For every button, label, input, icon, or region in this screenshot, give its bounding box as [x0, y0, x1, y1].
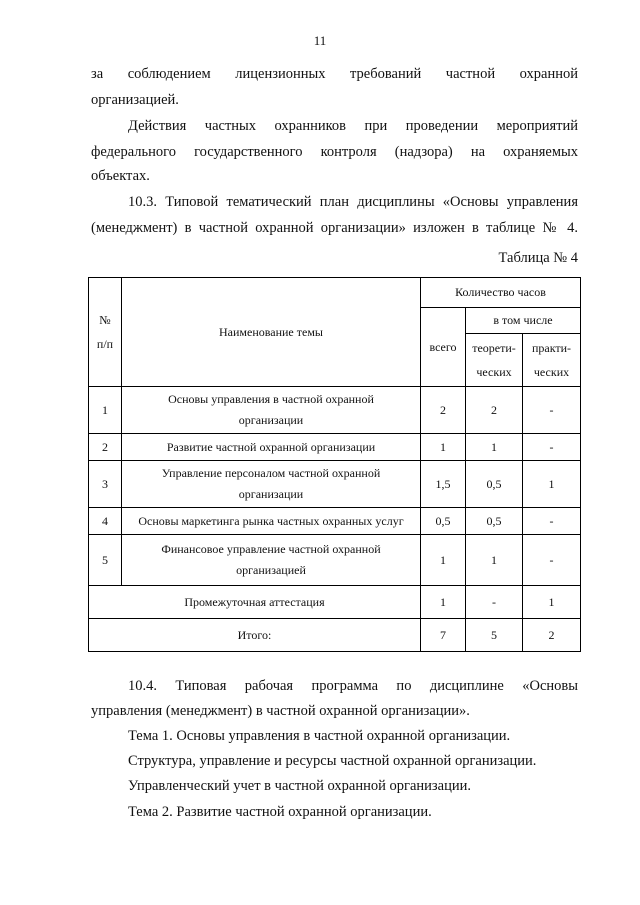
header-including: в том числе	[466, 308, 581, 334]
row-practice: 1	[523, 461, 581, 508]
topic-2-heading: Тема 2. Развитие частной охранной организации.	[128, 804, 432, 820]
row-total: 2	[421, 387, 466, 434]
row-theory: 0,5	[466, 508, 523, 535]
row-practice: -	[523, 508, 581, 535]
para3-line2: (менеджмент) в частной охранной организации» изложен в таблице № 4.	[91, 220, 578, 236]
para3-line1: 10.3. Типовой тематический план дисциплины «Основы управления	[128, 194, 578, 210]
para1-line1: за соблюдением лицензионных требований частной охранной	[91, 66, 578, 82]
total-practice: 2	[523, 619, 581, 652]
row-theory: 2	[466, 387, 523, 434]
para4-line2: управления (менеджмент) в частной охранной организации».	[91, 703, 470, 719]
para2-line3: объектах.	[91, 168, 150, 184]
row-topic: Развитие частной охранной организации	[122, 434, 421, 461]
attestation-label: Промежуточная аттестация	[89, 586, 421, 619]
row-number: 2	[89, 434, 122, 461]
row-total: 1	[421, 434, 466, 461]
row-theory: 0,5	[466, 461, 523, 508]
topic-1-item-structure: Структура, управление и ресурсы частной охранной организации.	[128, 753, 537, 769]
attestation-total: 1	[421, 586, 466, 619]
row-topic: Финансовое управление частной охранной организацией	[122, 535, 421, 586]
topic-1-item-accounting: Управленческий учет в частной охранной организации.	[128, 778, 471, 794]
header-theory: теорети- ческих	[466, 334, 523, 387]
para4-line1: 10.4. Типовая рабочая программа по дисциплине «Основы	[128, 678, 578, 694]
table-row	[89, 434, 581, 461]
total-hours: 7	[421, 619, 466, 652]
row-theory: 1	[466, 535, 523, 586]
attestation-theory: -	[466, 586, 523, 619]
attestation-row	[89, 586, 581, 619]
topic-1-heading: Тема 1. Основы управления в частной охранной организации.	[128, 728, 511, 744]
row-theory: 1	[466, 434, 523, 461]
row-topic: Основы маркетинга рынка частных охранных услуг	[122, 508, 421, 535]
row-number: 5	[89, 535, 122, 586]
para1-line2: организацией.	[91, 92, 179, 108]
header-number: № п/п	[89, 278, 122, 387]
row-practice: -	[523, 434, 581, 461]
row-total: 0,5	[421, 508, 466, 535]
row-number: 3	[89, 461, 122, 508]
table-caption: Таблица № 4	[498, 250, 578, 266]
header-topic: Наименование темы	[122, 278, 421, 387]
header-hours: Количество часов	[421, 278, 581, 308]
table-row	[89, 461, 581, 508]
attestation-practice: 1	[523, 586, 581, 619]
row-topic: Управление персоналом частной охранной организации	[122, 461, 421, 508]
row-practice: -	[523, 535, 581, 586]
row-practice: -	[523, 387, 581, 434]
thematic-plan-table	[88, 277, 581, 652]
header-total: всего	[421, 308, 466, 387]
para2-line2: федерального государственного контроля (надзора) на охраняемых	[91, 144, 578, 160]
table-row	[89, 387, 581, 434]
row-number: 4	[89, 508, 122, 535]
table-row	[89, 508, 581, 535]
page-number: 11	[313, 33, 327, 48]
row-total: 1,5	[421, 461, 466, 508]
total-row	[89, 619, 581, 652]
row-topic: Основы управления в частной охранной организации	[122, 387, 421, 434]
row-number: 1	[89, 387, 122, 434]
header-practice: практи- ческих	[523, 334, 581, 387]
row-total: 1	[421, 535, 466, 586]
para2-line1: Действия частных охранников при проведении мероприятий	[128, 118, 578, 134]
total-theory: 5	[466, 619, 523, 652]
table-row	[89, 535, 581, 586]
total-label: Итого:	[89, 619, 421, 652]
